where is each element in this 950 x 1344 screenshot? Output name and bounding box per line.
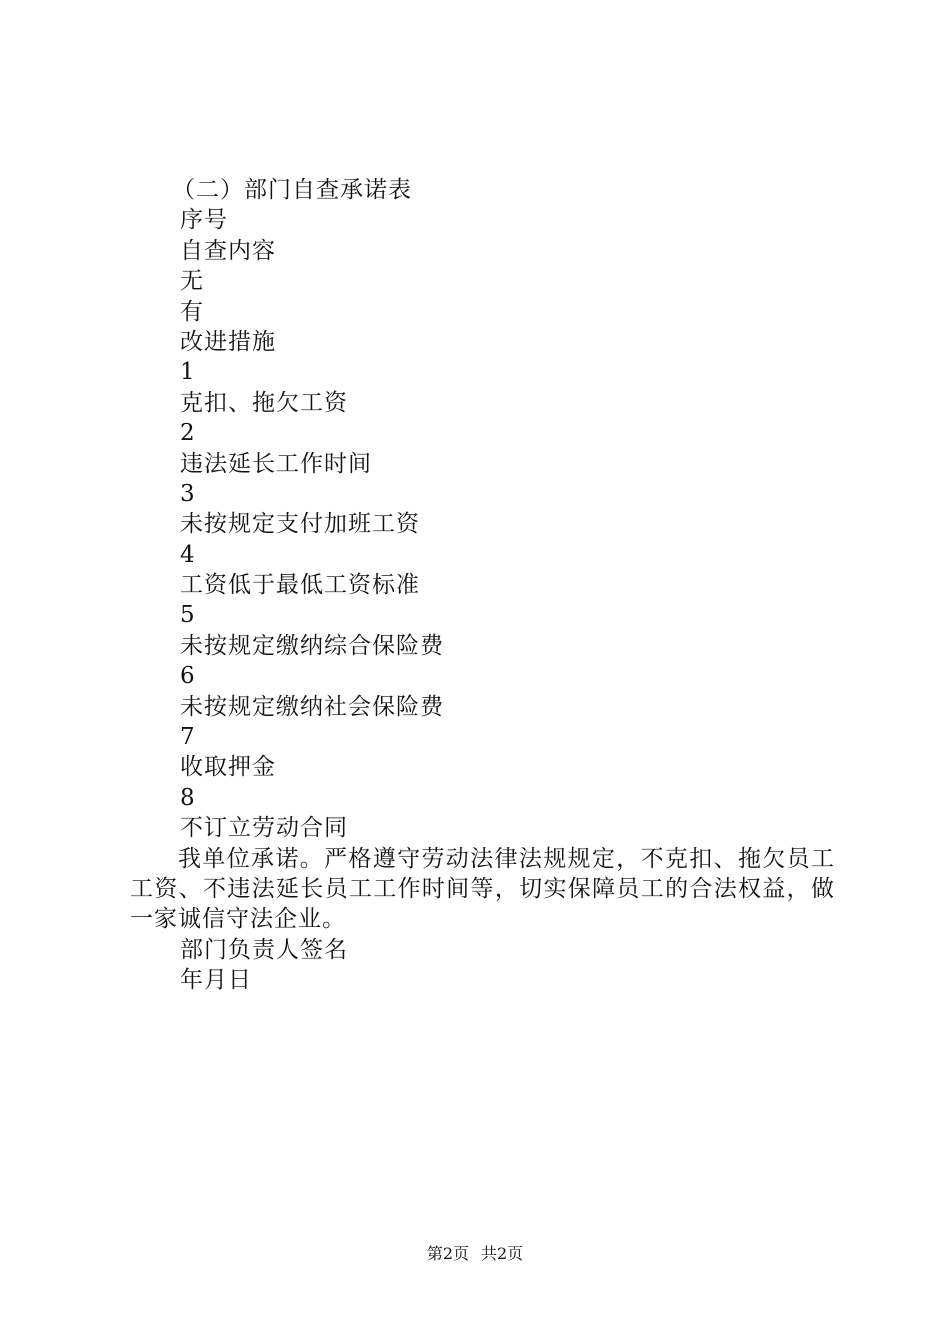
document-body — [0, 175, 950, 996]
page-footer — [0, 1244, 950, 1264]
date-label: 年月日 — [180, 967, 252, 994]
item-content: 不订立劳动合同 — [180, 815, 348, 842]
table-header-content: 自查内容 — [180, 237, 276, 264]
item-content: 工资低于最低工资标准 — [180, 572, 420, 599]
item-content: 未按规定缴纳社会保险费 — [180, 693, 444, 720]
item-number: 1 — [180, 359, 196, 386]
table-header-serial: 序号 — [180, 207, 228, 234]
item-content: 克扣、拖欠工资 — [180, 389, 348, 416]
item-number: 4 — [180, 541, 196, 568]
table-header-measures: 改进措施 — [180, 328, 276, 355]
item-content: 收取押金 — [180, 754, 276, 781]
item-content: 未按规定支付加班工资 — [180, 511, 420, 538]
item-number: 8 — [180, 784, 196, 811]
page-number-total: 共2页 — [481, 1244, 524, 1263]
section-title: （二）部门自查承诺表 — [172, 177, 412, 203]
page-number-current: 第2页 — [426, 1244, 469, 1263]
item-number: 6 — [180, 663, 196, 690]
commitment-paragraph: 我单位承诺。严格遵守劳动法律法规规定，不克扣、拖欠员工工资、不违法延长员工工作时间等，切实保障员工的合法权益，做一家诚信守法企业。 — [130, 845, 835, 933]
signature-label: 部门负责人签名 — [180, 936, 348, 963]
item-content: 未按规定缴纳综合保险费 — [180, 632, 444, 659]
item-content: 违法延长工作时间 — [180, 450, 372, 477]
item-number: 2 — [180, 420, 196, 447]
table-header-yes: 有 — [180, 298, 204, 325]
item-number: 5 — [180, 602, 196, 629]
table-header-none: 无 — [180, 268, 204, 295]
item-number: 7 — [180, 724, 196, 751]
item-number: 3 — [180, 480, 196, 507]
